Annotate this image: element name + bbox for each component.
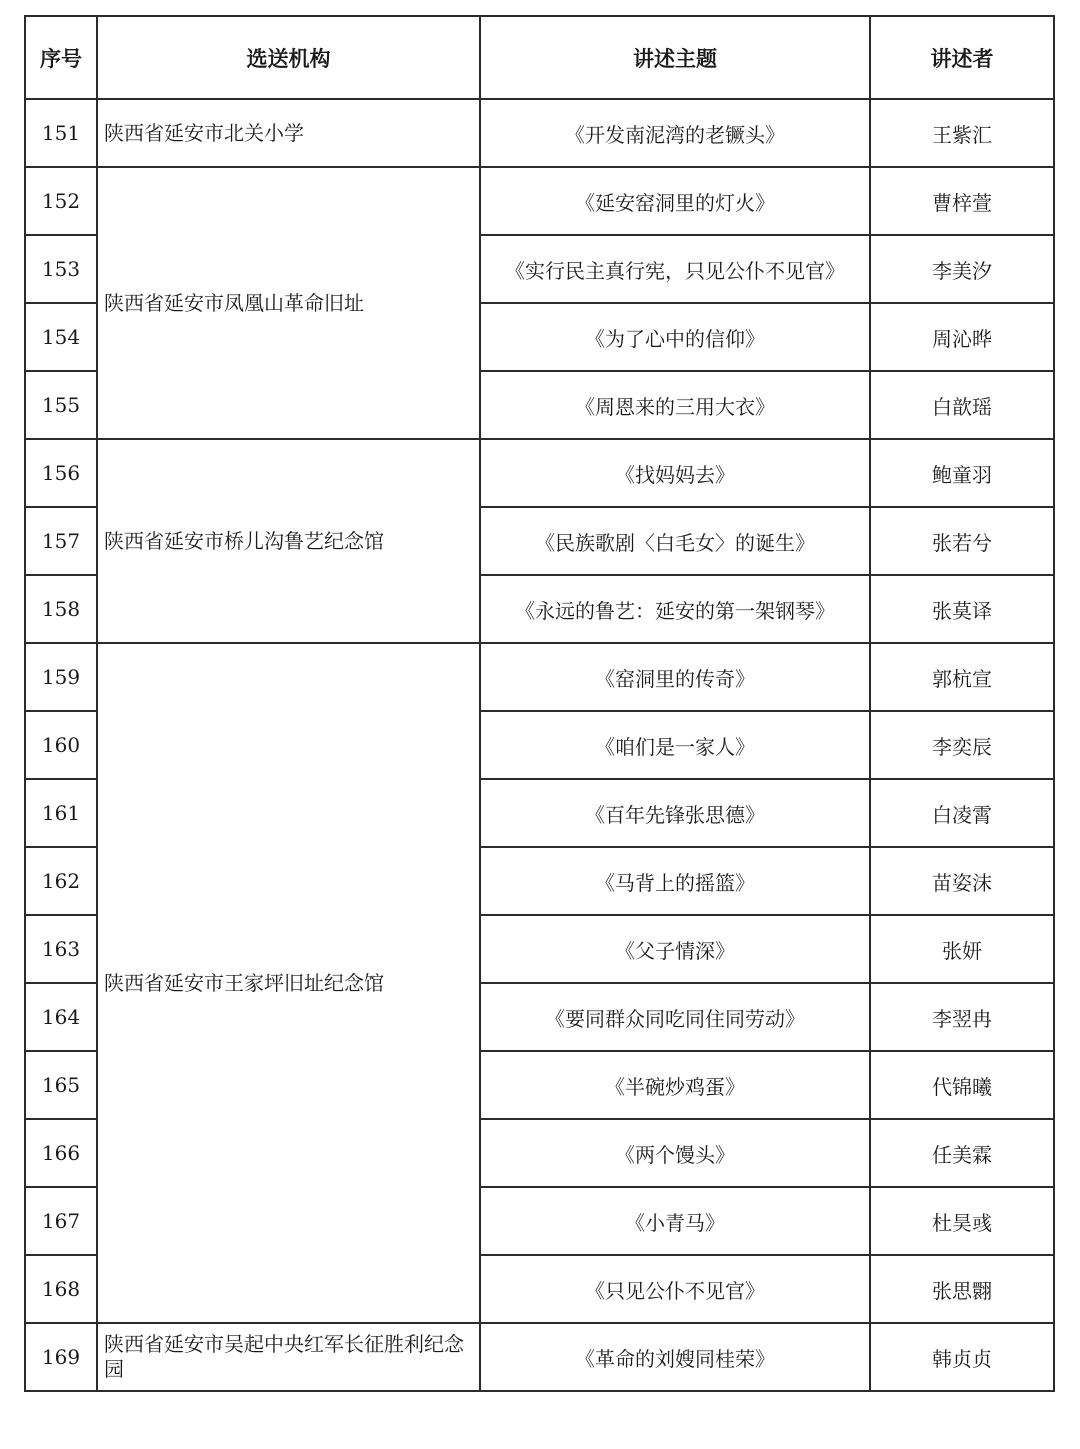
topic-cell: 《找妈妈去》 — [480, 439, 870, 507]
org-cell: 陕西省延安市桥儿沟鲁艺纪念馆 — [97, 439, 480, 643]
speaker-cell: 李翌冉 — [870, 983, 1054, 1051]
row-number: 169 — [25, 1323, 97, 1391]
row-number: 153 — [25, 235, 97, 303]
header-no: 序号 — [25, 16, 97, 99]
row-number: 161 — [25, 779, 97, 847]
topic-cell: 《两个馒头》 — [480, 1119, 870, 1187]
topic-cell: 《革命的刘嫂同桂荣》 — [480, 1323, 870, 1391]
speaker-cell: 杜昊彧 — [870, 1187, 1054, 1255]
row-number: 156 — [25, 439, 97, 507]
topic-cell: 《咱们是一家人》 — [480, 711, 870, 779]
row-number: 163 — [25, 915, 97, 983]
org-cell: 陕西省延安市王家坪旧址纪念馆 — [97, 643, 480, 1323]
header-org: 选送机构 — [97, 16, 480, 99]
topic-cell: 《周恩来的三用大衣》 — [480, 371, 870, 439]
table-row — [25, 643, 1054, 711]
topic-cell: 《实行民主真行宪，只见公仆不见官》 — [480, 235, 870, 303]
row-number: 155 — [25, 371, 97, 439]
speaker-cell: 李奕辰 — [870, 711, 1054, 779]
speaker-cell: 白歆瑶 — [870, 371, 1054, 439]
topic-cell: 《要同群众同吃同住同劳动》 — [480, 983, 870, 1051]
topic-cell: 《小青马》 — [480, 1187, 870, 1255]
speaker-cell: 白凌霄 — [870, 779, 1054, 847]
topic-cell: 《父子情深》 — [480, 915, 870, 983]
speaker-cell: 代锦曦 — [870, 1051, 1054, 1119]
row-number: 167 — [25, 1187, 97, 1255]
topic-cell: 《开发南泥湾的老镢头》 — [480, 99, 870, 167]
table-row — [25, 99, 1054, 167]
row-number: 154 — [25, 303, 97, 371]
speaker-cell: 郭杭宣 — [870, 643, 1054, 711]
org-cell: 陕西省延安市北关小学 — [97, 99, 480, 167]
topic-cell: 《马背上的摇篮》 — [480, 847, 870, 915]
speaker-cell: 王紫汇 — [870, 99, 1054, 167]
speaker-cell: 周沁晔 — [870, 303, 1054, 371]
topic-cell: 《百年先锋张思德》 — [480, 779, 870, 847]
speaker-cell: 张若兮 — [870, 507, 1054, 575]
table-row — [25, 1323, 1054, 1391]
org-cell: 陕西省延安市吴起中央红军长征胜利纪念园 — [97, 1323, 480, 1391]
row-number: 168 — [25, 1255, 97, 1323]
header-speaker: 讲述者 — [870, 16, 1054, 99]
row-number: 152 — [25, 167, 97, 235]
speaker-cell: 张莫译 — [870, 575, 1054, 643]
topic-cell: 《永远的鲁艺：延安的第一架钢琴》 — [480, 575, 870, 643]
header-row — [25, 16, 1054, 99]
topic-cell: 《只见公仆不见官》 — [480, 1255, 870, 1323]
row-number: 160 — [25, 711, 97, 779]
row-number: 159 — [25, 643, 97, 711]
program-table — [24, 15, 1055, 1392]
row-number: 164 — [25, 983, 97, 1051]
speaker-cell: 鲍童羽 — [870, 439, 1054, 507]
speaker-cell: 韩贞贞 — [870, 1323, 1054, 1391]
topic-cell: 《窑洞里的传奇》 — [480, 643, 870, 711]
row-number: 165 — [25, 1051, 97, 1119]
speaker-cell: 张妍 — [870, 915, 1054, 983]
org-cell: 陕西省延安市凤凰山革命旧址 — [97, 167, 480, 439]
header-topic: 讲述主题 — [480, 16, 870, 99]
topic-cell: 《民族歌剧〈白毛女〉的诞生》 — [480, 507, 870, 575]
topic-cell: 《延安窑洞里的灯火》 — [480, 167, 870, 235]
row-number: 157 — [25, 507, 97, 575]
speaker-cell: 苗姿沫 — [870, 847, 1054, 915]
row-number: 162 — [25, 847, 97, 915]
speaker-cell: 张思翾 — [870, 1255, 1054, 1323]
row-number: 158 — [25, 575, 97, 643]
table-row — [25, 439, 1054, 507]
topic-cell: 《半碗炒鸡蛋》 — [480, 1051, 870, 1119]
row-number: 151 — [25, 99, 97, 167]
speaker-cell: 李美汐 — [870, 235, 1054, 303]
speaker-cell: 曹梓萱 — [870, 167, 1054, 235]
row-number: 166 — [25, 1119, 97, 1187]
table-row — [25, 167, 1054, 235]
topic-cell: 《为了心中的信仰》 — [480, 303, 870, 371]
speaker-cell: 任美霖 — [870, 1119, 1054, 1187]
